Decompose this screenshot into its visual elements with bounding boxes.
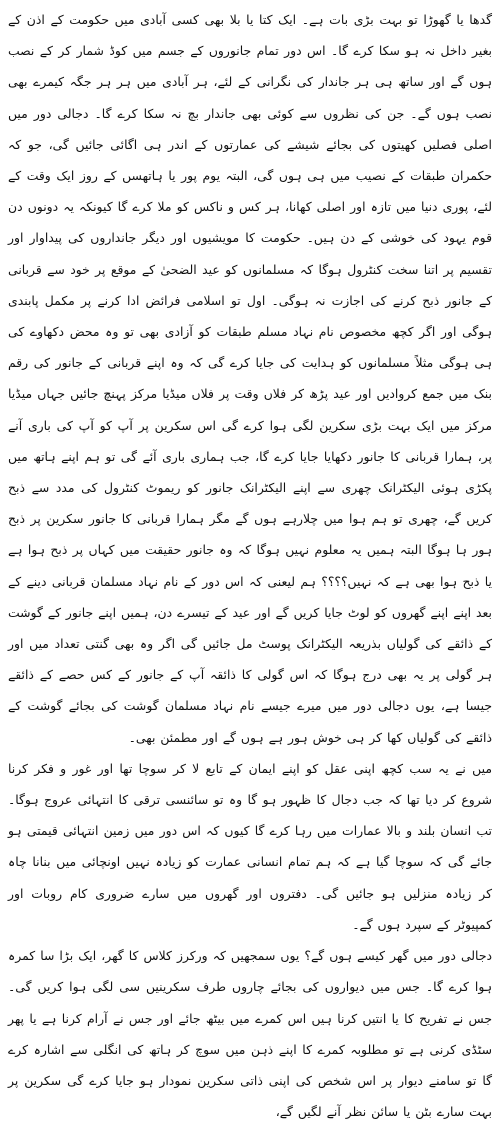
body-paragraph-1: گدھا یا گھوڑا تو بہت بڑی بات ہے۔ ایک کتا یا بلا بھی کسی آبادی میں حکومت کے اذن کے بغیر داخل نہ ہو سکا کرے گا۔ اس دور تمام جانوروں کے جسم میں کوڈ شمار کر کے نصب ہوں گے اور ساتھ ہی ہر جاندار کی نگرانی کے لئے، ہر آبادی میں ہر ہر جگہ کیمرے بھی نصب ہوں گے۔ جن کی نظروں سے کوئی بھی جاندار بچ نہ سکا کرے گا۔ دجالی دور میں اصلی فصلیں کھیتوں کی بجائے شیشے کی عمارتوں کے اندر ہی اگائی جائیں گی، جو کہ حکمران طبقات کے نصیب میں ہی ہوں گی، البتہ یوم پور یا ہاتھسں کے روز ایک وقت کے لئے، پوری دنیا میں تازہ اور اصلی کھانا، ہر کس و ناکس کو ملا کرے گا کیونکہ یہ دونوں دن قوم یہود کی خوشی کے دن ہیں۔ حکومت کا مویشیوں اور دیگر جانداروں کی پیداوار اور تقسیم پر اتنا سخت کنٹرول ہوگا کہ مسلمانوں کو عید الضحیٰ کے موقع پر خود سے قربانی کے جانور ذبح کرنے کی اجازت نہ ہوگی۔ اول تو اسلامی فرائض ادا کرنے پر مکمل پابندی ہوگی اور اگر کچھ مخصوص نام نہاد مسلم طبقات کو آزادی بھی تو وہ محض دکھاوے کی ہی ہوگی مثلاً مسلمانوں کو ہدایت کی جایا کرے گی کہ وہ اپنے قربانی کے جانور کی رقم بنک میں جمع کروادیں اور عید پڑھ کر فلاں وقت پر فلاں میڈیا مرکز پہنچ جائیں جہاں میڈیا مرکز میں ایک بہت بڑی سکرین لگی ہوا کرے گی اس سکرین پر آپ کو آپ کی باری آنے پر، ہمارا قربانی کا جانور دکھایا جایا کرے گا، جب ہماری باری آئے گی تو ہم اپنے ہاتھ میں پکڑی ہوئی الیکٹرانک چھری سے اپنے الیکٹرانک جانور کو ریموٹ کنٹرول کی مدد سے ذبح کریں گے، چھری تو ہم ہوا میں چلارہے ہوں گے مگر ہمارا قربانی کا جانور سکرین پر ذبح ہور ہا ہوگا البتہ ہمیں یہ معلوم نہیں ہوگا کہ وہ جانور حقیقت میں کہاں پر ذبح ہوا ہے یا ذبح ہوا بھی ہے کہ نہیں؟؟؟؟ ہم لیعنی کہ اس دور کے نام نہاد مسلمان قربانی دینے کے بعد اپنے اپنے گھروں کو لوٹ جایا کریں گے اور عید کے تیسرے دن، ہمیں اپنے جانور کے گوشت کے ذائقے کی گولیاں بذریعہ الیکٹرانک پوسٹ مل جائیں گی اگر وہ بھی گنتی تعداد میں اور ہر گولی پر یہ بھی درج ہوگا کہ اس گولی کا ذائقہ آپ کے جانور کے کس حصے کے ذائقے جیسا ہے، یوں دجالی دور میں میرے جیسے نام نہاد مسلمان گوشت کی بجائے گوشت کے ذائقے کی گولیاں کھا کر ہی خوش ہور ہے ہوں گے اور مطمئن بھی۔ [8, 12, 492, 745]
body-paragraph-3: دجالی دور میں گھر کیسے ہوں گے؟ یوں سمجھیں کہ ورکرز کلاس کا گھر، ایک بڑا سا کمرہ ہوا کرے گا۔ جس میں دیواروں کی بجائے چاروں طرف سکرینیں سی لگی ہوا کریں گی۔ جس نے تفریح کا یا انتیں کرنا ہیں اس کمرے میں بیٹھ جائے اور جس نے آرام کرنا ہے یا پھر سٹڈی کرنی ہے تو مطلوبہ کمرے کا اپنے ذہن میں سوچ کر ہاتھ کی انگلی سے اشارہ کرے گا تو سامنے دیوار پر اس شخص کی اپنی ذاتی سکرین نمودار ہو جایا کرے گی سکرین پر بہت سارے بٹن یا سائن نظر آنے لگیں گے، [8, 948, 492, 1120]
body-paragraph-2: میں نے یہ سب کچھ اپنی عقل کو اپنے ایمان کے تابع لا کر سوچا تھا اور غور و فکر کرنا شروع کر دیا تھا کہ جب دجال کا ظہور ہو گا وہ تو سائنسی ترقی کا انتہائی عروج ہوگا۔ تب انسان بلند و بالا عمارات میں رہا کرے گا کیوں کہ اس دور میں زمین انتہائی قیمتی ہو جائے گی کہ سوچا گیا ہے کہ ہم تمام انسانی عمارت کو زیادہ نہیں اونچائی میں بنانا چاہ کر زیادہ منزلیں ہو جائیں گی۔ دفتروں اور گھروں میں سارے ضروری کام روبات اور کمپیوٹر کے سپرد ہوں گے۔ [8, 760, 492, 932]
